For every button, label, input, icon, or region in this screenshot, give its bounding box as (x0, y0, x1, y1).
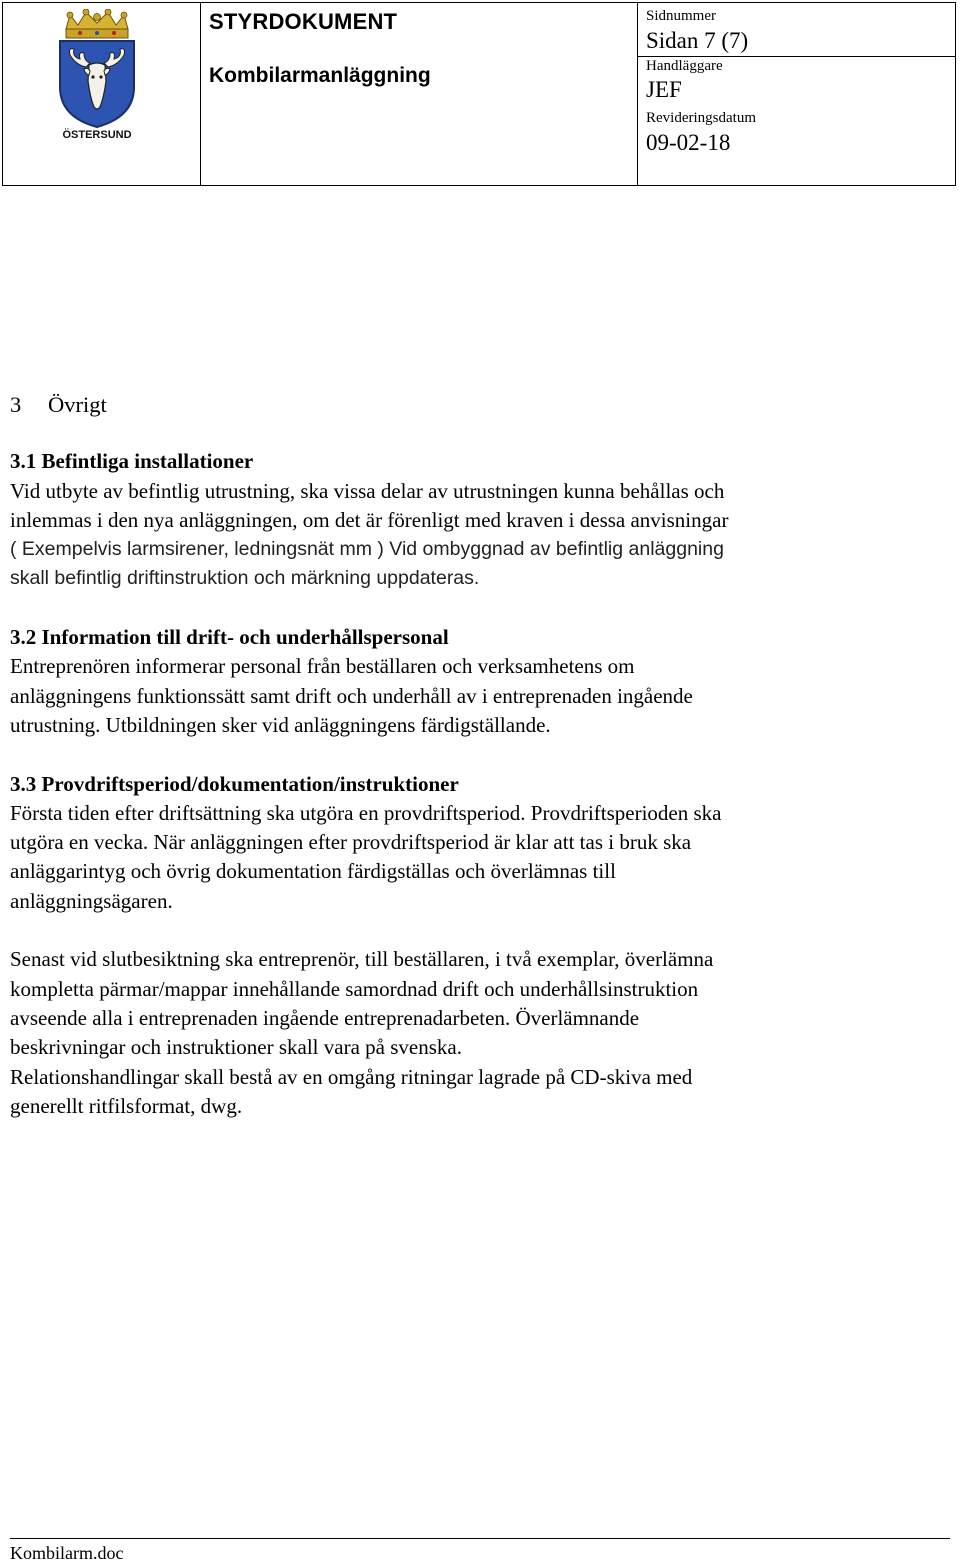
ostersund-coat-of-arms-logo (56, 9, 138, 141)
paragraph-line: Första tiden efter driftsättning ska utgöra en provdriftsperiod. Provdriftsperioden ska (10, 800, 722, 825)
paragraph-line: Vid utbyte av befintlig utrustning, ska vissa delar av utrustningen kunna behållas och (10, 478, 725, 503)
paragraph-line: generellt ritfilsformat, dwg. (10, 1093, 243, 1118)
subsection-heading-3-3: 3.3 Provdriftsperiod/dokumentation/instruktioner (10, 771, 459, 796)
paragraph-line: anläggningsägaren. (10, 888, 173, 913)
paragraph-line: anläggarintyg och övrig dokumentation färdigställas och överlämnas till (10, 859, 616, 884)
document-body (10, 390, 910, 1121)
subsection-heading-3-1: 3.1 Befintliga installationer (10, 449, 254, 474)
document-header (2, 2, 956, 186)
paragraph-line: inlemmas i den nya anläggningen, om det är förenligt med kraven i dessa anvisningar (10, 507, 729, 532)
handler-value: JEF (646, 77, 682, 102)
title-cell (201, 3, 638, 185)
logo-cell (3, 3, 201, 185)
metadata-divider (638, 56, 955, 57)
footer-divider (10, 1538, 950, 1539)
paragraph-line: anläggningens funktionssätt samt drift och underhåll av i entreprenaden ingående (10, 683, 693, 708)
page-number-label: Sidnummer (646, 8, 716, 24)
document-type: STYRDOKUMENT (209, 9, 398, 34)
crown-icon (66, 9, 128, 38)
section-title: Övrigt (48, 392, 107, 417)
handler-label: Handläggare (646, 58, 723, 74)
revision-date-value: 09-02-18 (646, 130, 731, 155)
paragraph-line: Entreprenören informerar personal från beställaren och verksamhetens om (10, 654, 635, 679)
paragraph-line: Senast vid slutbesiktning ska entreprenör, till beställaren, i två exemplar, överlämna (10, 947, 714, 972)
paragraph-line: beskrivningar och instruktioner skall vara på svenska. (10, 1035, 462, 1060)
document-title: Kombilarmanläggning (209, 64, 431, 87)
logo-wordmark: ÖSTERSUND (62, 129, 132, 141)
section-number: 3 (10, 392, 22, 417)
paragraph-line: skall befintlig driftinstruktion och märkning uppdateras. (10, 567, 480, 590)
revision-date-label: Revideringsdatum (646, 110, 756, 126)
paragraph-line: utrustning. Utbildningen sker vid anläggningens färdigställande. (10, 712, 551, 737)
subsection-heading-3-2: 3.2 Information till drift- och underhållspersonal (10, 625, 449, 650)
paragraph-line: Relationshandlingar skall bestå av en omgång ritningar lagrade på CD-skiva med (10, 1064, 693, 1089)
metadata-cell (638, 3, 955, 185)
page-number-value: Sidan 7 (7) (646, 28, 749, 53)
section-heading (10, 390, 910, 419)
footer-filename: Kombilarm.doc (10, 1543, 124, 1563)
paragraph-line: avseende alla i entreprenaden ingående entreprenadarbeten. Överlämnande (10, 1005, 640, 1030)
paragraph-line: kompletta pärmar/mappar innehållande samordnad drift och underhållsinstruktion (10, 976, 699, 1001)
paragraph-line: utgöra en vecka. När anläggningen efter provdriftsperiod är klar att tas i bruk ska (10, 830, 692, 855)
paragraph-line: ( Exempelvis larmsirener, ledningsnät mm ) Vid ombyggnad av befintlig anläggning (10, 538, 724, 561)
